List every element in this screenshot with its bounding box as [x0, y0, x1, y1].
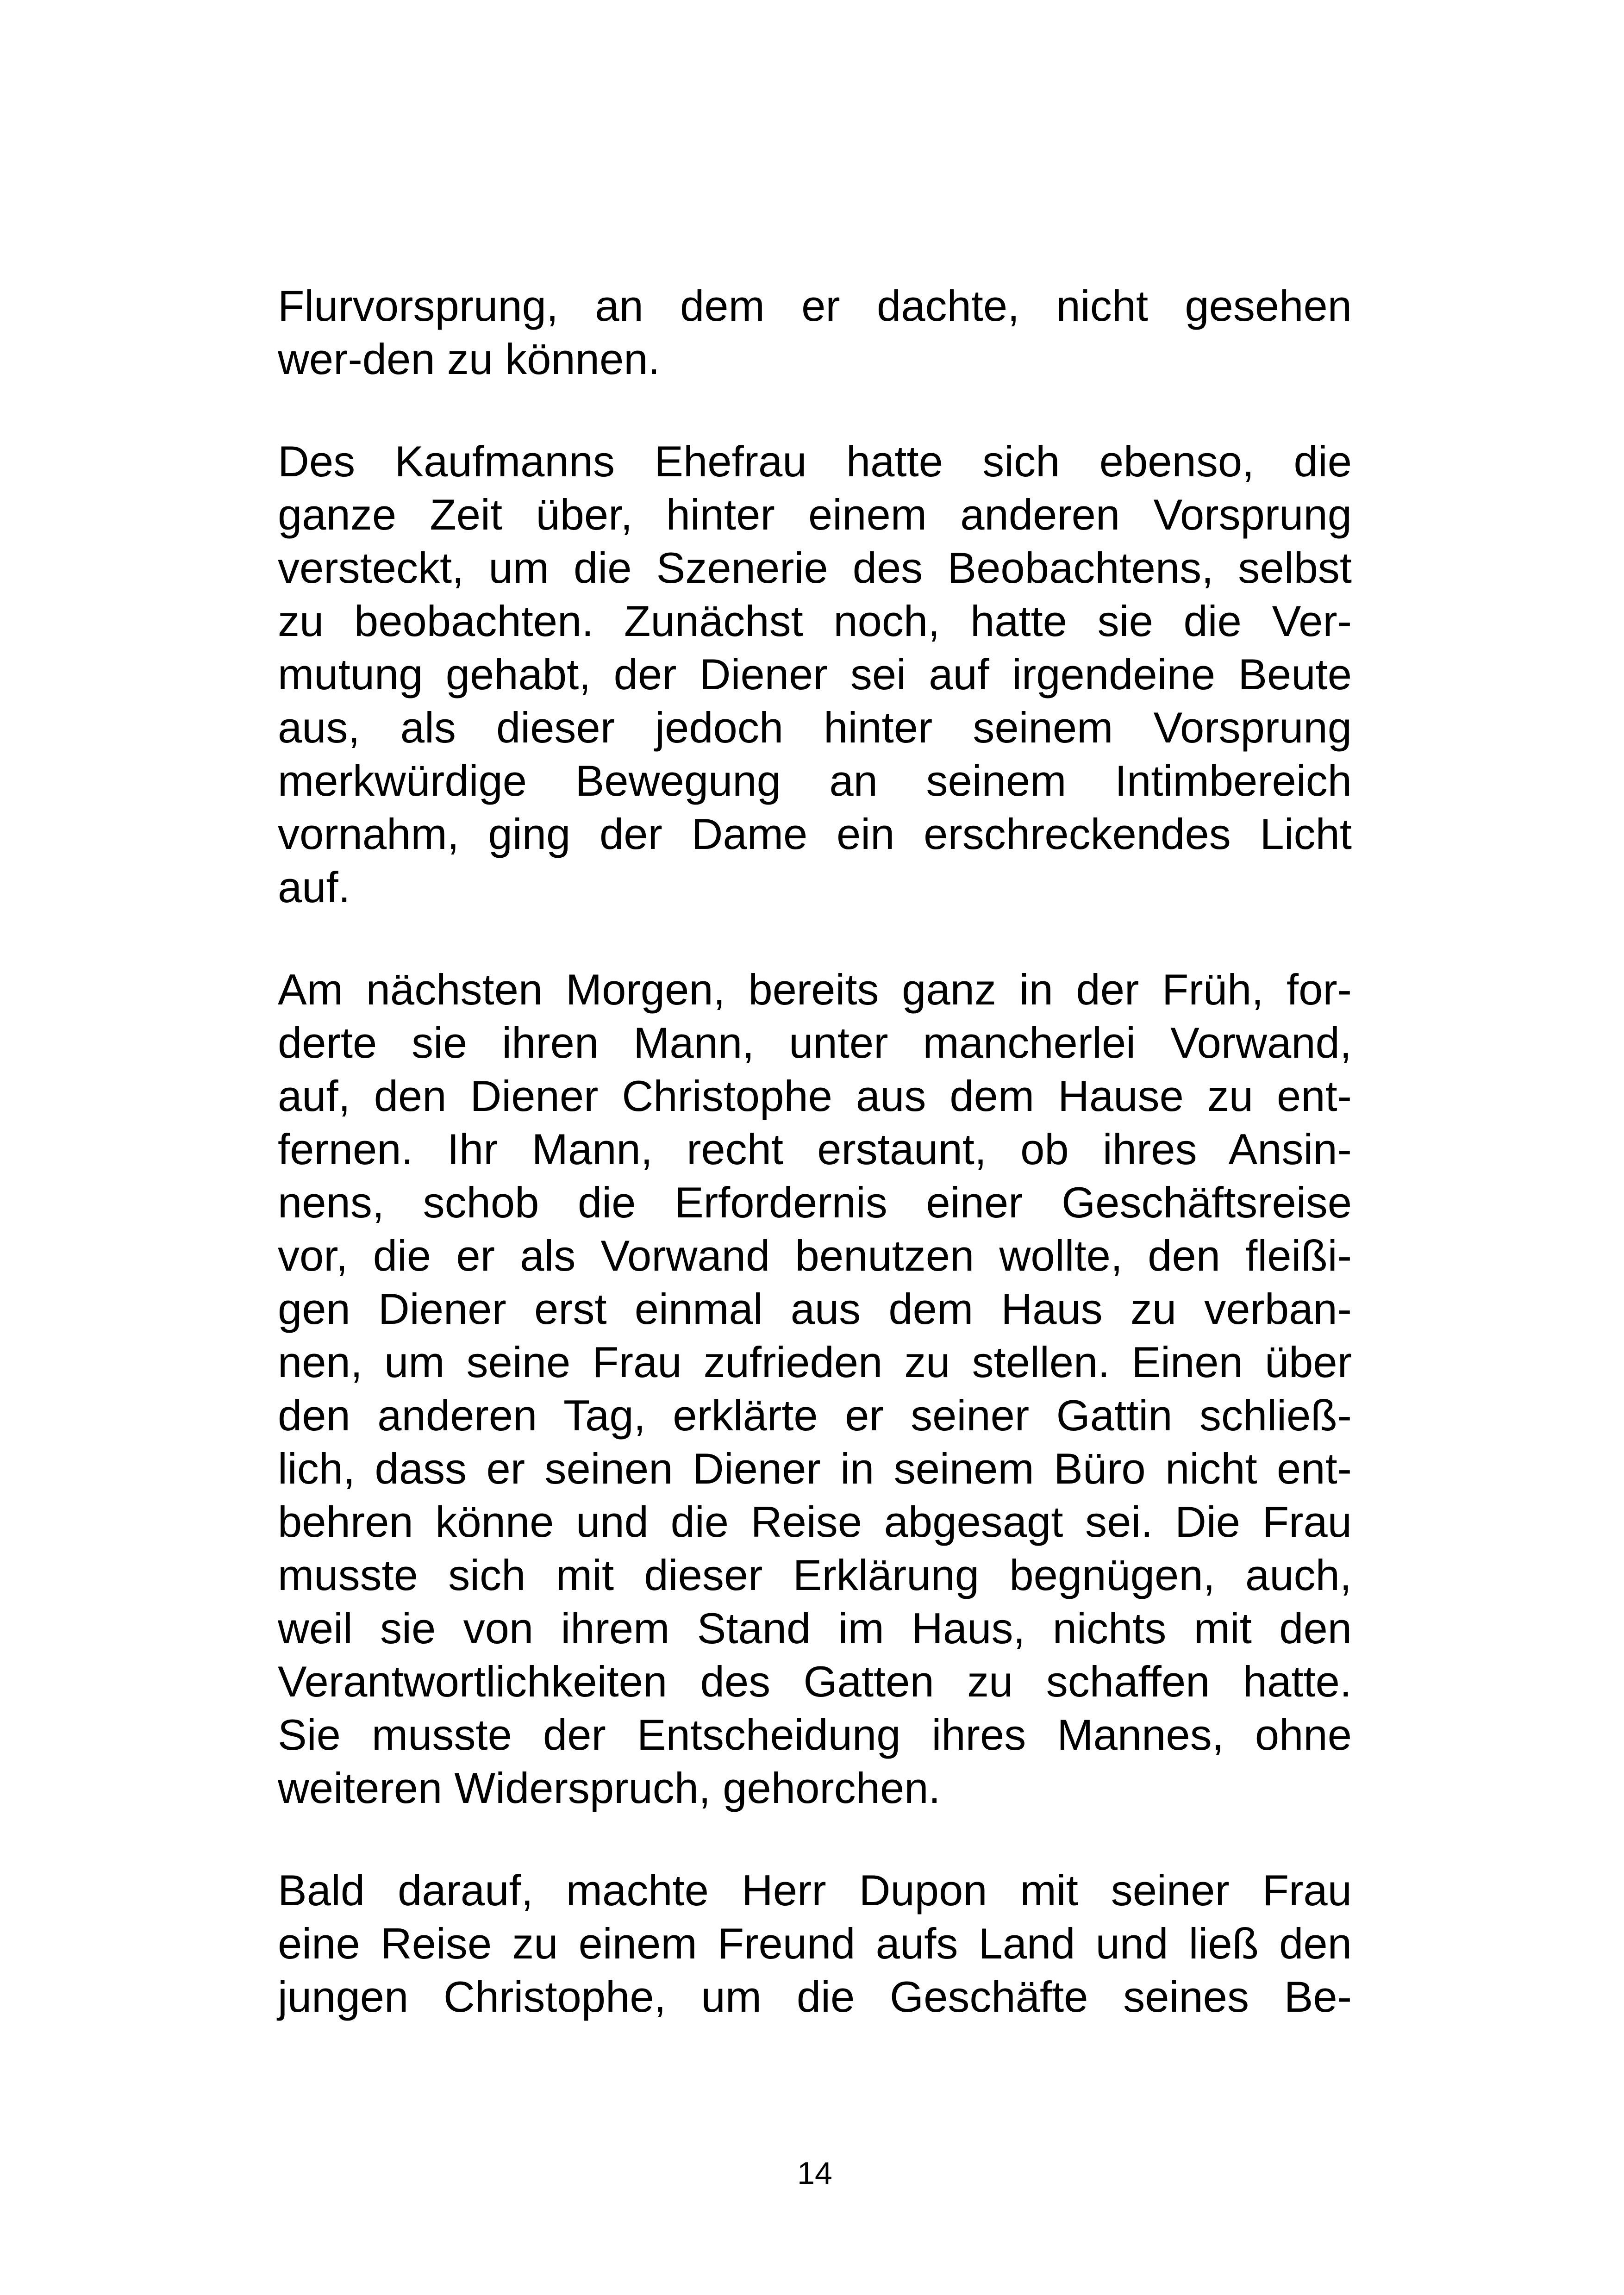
text-line: wer-den zu können. [278, 335, 660, 383]
text-line: Des Kaufmanns Ehefrau hatte sich ebenso, die [278, 437, 1352, 486]
text-line: mutung gehabt, der Diener sei auf irgendeine Beute [278, 650, 1352, 698]
text-line: Verantwortlichkeiten des Gatten zu schaffen hatte. [278, 1657, 1352, 1706]
text-line: weil sie von ihrem Stand im Haus, nichts mit den [278, 1604, 1352, 1653]
text-line: Bald darauf, machte Herr Dupon mit seiner Frau [278, 1866, 1352, 1915]
text-line: versteckt, um die Szenerie des Beobachtens, selbst [278, 543, 1352, 592]
text-line: behren könne und die Reise abgesagt sei. Die Frau [278, 1497, 1352, 1546]
text-line: jungen Christophe, um die Geschäfte seines Be- [278, 1972, 1352, 2021]
paragraph [278, 963, 1352, 1815]
text-line: Am nächsten Morgen, bereits ganz in der Früh, for- [278, 965, 1352, 1014]
text-line: nens, schob die Erfordernis einer Geschäftsreise [278, 1178, 1352, 1227]
text-line: gen Diener erst einmal aus dem Haus zu verban- [278, 1285, 1352, 1333]
text-line: Flurvorsprung, an dem er dachte, nicht gesehen [278, 281, 1352, 330]
paragraph [278, 1864, 1352, 2023]
text-line: fernen. Ihr Mann, recht erstaunt, ob ihres Ansin- [278, 1125, 1352, 1173]
body-text [278, 279, 1352, 2023]
text-line: derte sie ihren Mann, unter mancherlei Vorwand, [278, 1018, 1352, 1067]
text-line: ganze Zeit über, hinter einem anderen Vorsprung [278, 490, 1352, 539]
paragraph [278, 435, 1352, 914]
page-number: 14 [797, 2156, 832, 2191]
text-line: lich, dass er seinen Diener in seinem Büro nicht ent- [278, 1444, 1352, 1493]
text-line: aus, als dieser jedoch hinter seinem Vorsprung [278, 703, 1352, 752]
text-line: auf. [278, 863, 350, 911]
text-line: nen, um seine Frau zufrieden zu stellen. Einen über [278, 1338, 1352, 1386]
text-line: auf, den Diener Christophe aus dem Hause zu ent- [278, 1072, 1352, 1120]
text-line: zu beobachten. Zunächst noch, hatte sie die Ver- [278, 597, 1352, 645]
paragraph [278, 279, 1352, 386]
text-line: musste sich mit dieser Erklärung begnügen, auch, [278, 1551, 1352, 1599]
text-line: Sie musste der Entscheidung ihres Mannes, ohne [278, 1710, 1352, 1759]
text-line: vornahm, ging der Dame ein erschreckendes Licht [278, 810, 1352, 858]
text-line: den anderen Tag, erklärte er seiner Gattin schließ- [278, 1391, 1352, 1440]
text-line: weiteren Widerspruch, gehorchen. [278, 1764, 941, 1812]
text-line: eine Reise zu einem Freund aufs Land und ließ den [278, 1919, 1352, 1968]
text-line: merkwürdige Bewegung an seinem Intimbereich [278, 756, 1352, 805]
text-line: vor, die er als Vorwand benutzen wollte, den fleißi- [278, 1231, 1352, 1280]
